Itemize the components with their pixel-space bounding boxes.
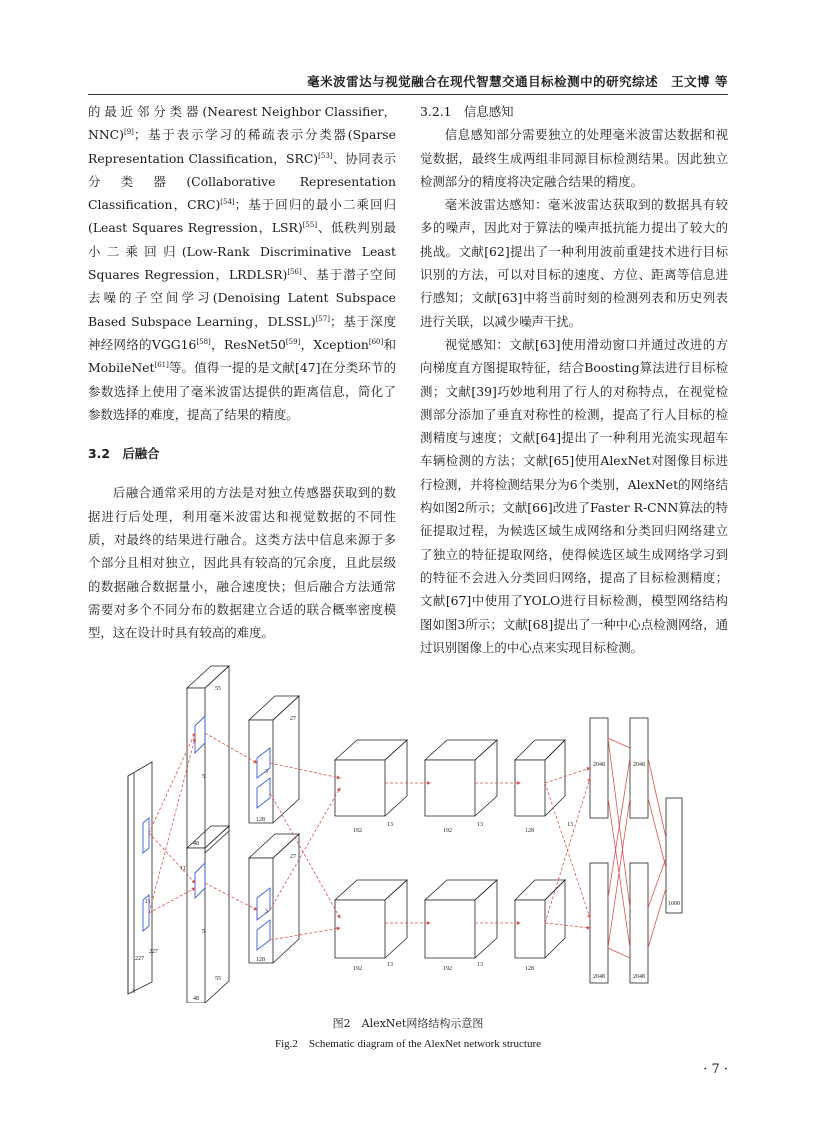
section-heading-3-2: 3.2 后融合 [88, 446, 160, 462]
label-fc7-bottom: 2048 [633, 974, 645, 980]
alexnet-figure [125, 648, 691, 1003]
citation[interactable]: [60] [368, 337, 384, 346]
left-column [88, 100, 396, 645]
right-paragraph-2: 毫米波雷达感知：毫米波雷达获取到的数据具有较多的噪声，因此对于算法的噪声抵抗能力提出了较大的挑战。文献[62]提出了一种利用波前重建技术进行目标识别的方法，可以对目标的速度、方位、距离等信息进行感知；文献[63]中将当前时刻的检测列表和历史列表进行关联，以减少噪声干扰。 [420, 197, 728, 329]
right-paragraph-3: 视觉感知：文献[63]使用滑动窗口并通过改进的方向梯度直方图提取特征，结合Boosting算法进行目标检测；文献[39]巧妙地利用了行人的对称特点，在视觉检测部分添加了垂直对称性的检测，提高了行人目标的检测精度与速度；文献[64]提出了一种利用光流实现超车车辆检测的方法；文献[65]使用AlexNet对图像目标进行检测，并将检测结果分为6个类别，AlexNet的网络结构如图2所示；文献[66]改进了Faster R-CNN算法的特征提取过程，为候选区域生成网络和分类回归网络建立了独立的特征提取网络，使得候选区域生成网络学习到的特征不会进入分类回归网络，提高了目标检测精度；文献[67]中使用了YOLO进行目标检测，模型网络结构图如图3所示；文献[68]提出了一种中心点检测网络，通过识别图像上的中心点来实现目标检测。 [420, 336, 728, 655]
label-fc6-bottom: 2048 [593, 974, 605, 980]
figure-caption-en: Fig.2 Schematic diagram of the AlexNet network structure [274, 1038, 542, 1050]
figure-caption-cn: 图2 AlexNet网络结构示意图 [332, 1017, 484, 1030]
label-conv5-size: 13 [567, 822, 573, 828]
citation[interactable]: [58] [196, 337, 211, 346]
label-conv5-channels: 128 [525, 828, 534, 834]
label-conv2-channels: 128 [256, 817, 265, 823]
label-conv3-size-bottom: 13 [387, 962, 393, 968]
label-conv2-size-bottom: 27 [290, 854, 296, 860]
label-conv1-channels-bottom: 48 [193, 996, 199, 1002]
label-conv2-kernel-bottom: 3 [265, 909, 268, 915]
label-conv4-size-bottom: 13 [477, 962, 483, 968]
label-conv1-channels: 48 [193, 841, 199, 847]
label-input-depth: 3 [132, 989, 135, 995]
citation[interactable]: [57] [315, 314, 330, 323]
label-conv4-channels-bottom: 192 [443, 966, 452, 972]
running-header: 毫米波雷达与视觉融合在现代智慧交通目标检测中的研究综述 王文博 等 [307, 74, 728, 89]
label-conv1-size-bottom: 55 [215, 976, 221, 982]
page-number: · 7 · [703, 1062, 728, 1077]
label-conv3-channels: 192 [353, 828, 362, 834]
label-conv5-channels-bottom: 128 [525, 966, 534, 972]
citation[interactable]: [59] [285, 337, 301, 346]
label-conv1-kernel2-bottom: 5 [202, 929, 205, 935]
label-conv2-size: 27 [290, 716, 296, 722]
label-conv3-channels-bottom: 192 [353, 966, 362, 972]
citation[interactable]: [61] [154, 361, 169, 370]
left-paragraph-1: 的 最 近 邻 分 类 器 (Nearest Neighbor Classifier，NNC)[9]；基于表示学习的稀疏表示分类器(Sparse Representation Classification，SRC)[53]、协同表示分类器(Collaborative Representation Classification，CRC)[54]；基于回归的最小二乘回归(Least Squares Regression，LSR)[55]、低秩判别最小二乘回归(Low-Rank Discriminative Least Squares Regression，LRDLSR)[56]、基于潜子空间去噪的子空间学习(Denoising Latent Subspace Based Subspace Learning，DLSSL)[57]；基于深度神经网络的VGG16[58]，ResNet50[59]，Xception[60]和MobileNet[61]等。值得一提的是文献[47]在分类环节的参数选择上使用了毫米波雷达提供的距离信息，简化了参数选择的难度，提高了结果的精度。 [88, 104, 397, 422]
label-fc6: 2048 [593, 762, 605, 768]
citation[interactable]: [53] [318, 151, 333, 160]
label-conv2-channels-bottom: 128 [256, 957, 265, 963]
alexnet-diagram [125, 648, 691, 1003]
citation[interactable]: [56] [287, 267, 302, 276]
label-conv4-size: 13 [477, 822, 483, 828]
left-paragraph-2: 后融合通常采用的方法是对独立传感器获取到的数据进行后处理，利用毫米波雷达和视觉数据的不同性质，对最终的结果进行融合。这类方法中信息来源于多个部分且相对独立，因此具有较高的冗余度，且此层级的数据融合数据量小，融合速度快；但后融合方法通常需要对多个不同分布的数据建立合适的联合概率密度模型，这在设计时具有较高的难度。 [88, 485, 396, 641]
label-input-kernel: 11 [145, 899, 151, 905]
citation[interactable]: [55] [302, 221, 318, 230]
subsection-heading-3-2-1: 3.2.1 信息感知 [420, 104, 514, 119]
label-conv1-kernel: 11 [180, 866, 186, 872]
label-conv2-kernel: 3 [265, 769, 268, 775]
citation[interactable]: [54] [220, 198, 235, 207]
label-conv1-kernel2: 5 [202, 774, 205, 780]
label-fc7: 2048 [633, 762, 645, 768]
label-conv4-channels: 192 [443, 828, 452, 834]
label-conv3-size: 13 [387, 822, 393, 828]
header-rule [88, 94, 728, 95]
label-input-height: 227 [135, 956, 144, 962]
citation[interactable]: [9] [124, 128, 134, 137]
label-input-width: 227 [149, 949, 158, 955]
label-fc8: 1000 [668, 901, 680, 907]
label-conv1-size: 55 [215, 686, 221, 692]
right-paragraph-1: 信息感知部分需要独立的处理毫米波雷达数据和视觉数据，最终生成两组非同源目标检测结果。因此独立检测部分的精度将决定融合结果的精度。 [420, 127, 728, 189]
right-column [420, 100, 728, 659]
